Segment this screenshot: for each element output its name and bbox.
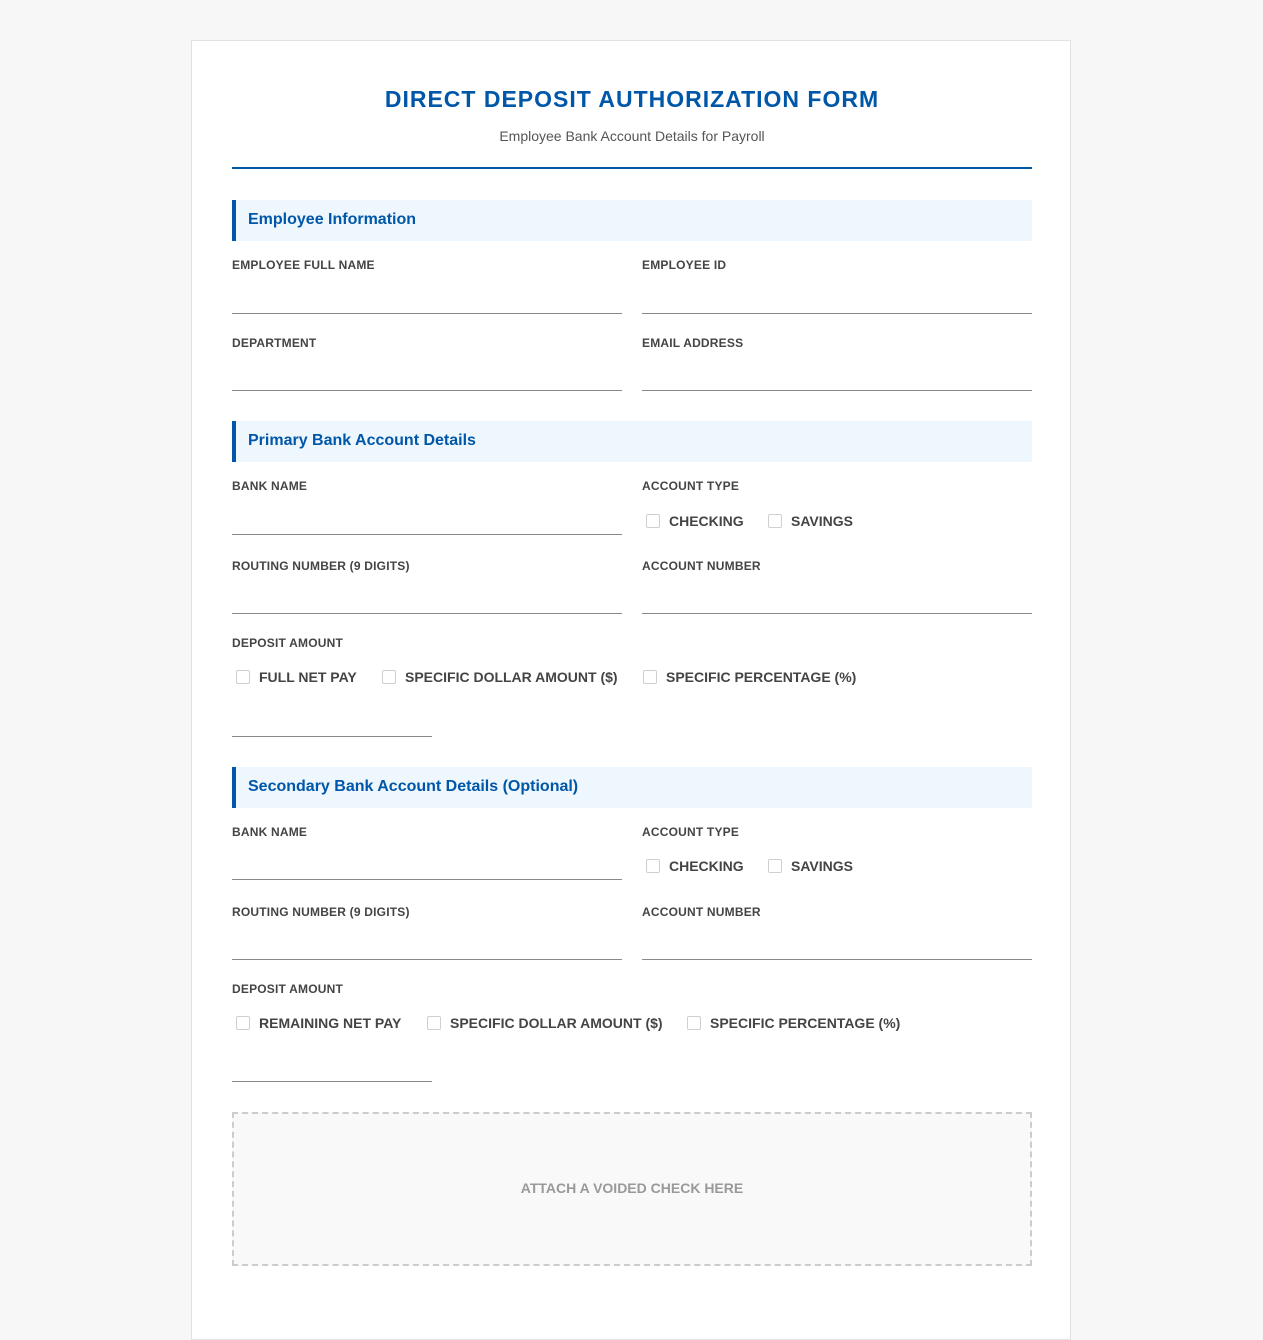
- checkbox-box[interactable]: [643, 670, 657, 684]
- checkbox-label: SPECIFIC PERCENTAGE (%): [666, 669, 857, 685]
- primary-account-number-label: ACCOUNT NUMBER: [642, 559, 761, 573]
- section-employee-information: [232, 200, 1032, 241]
- department-field[interactable]: [232, 390, 622, 391]
- form-title: DIRECT DEPOSIT AUTHORIZATION FORM: [384, 86, 880, 112]
- section-heading: Secondary Bank Account Details (Optional): [248, 778, 579, 795]
- checkbox-box[interactable]: [382, 670, 396, 684]
- checkbox-box[interactable]: [646, 514, 660, 528]
- section-secondary-bank-account: [232, 767, 1032, 808]
- secondary-bank-name-label: BANK NAME: [232, 825, 308, 839]
- checkbox-box[interactable]: [236, 670, 250, 684]
- checkbox-box[interactable]: [768, 859, 782, 873]
- email-address-label: EMAIL ADDRESS: [642, 336, 744, 350]
- primary-bank-name-field[interactable]: [232, 534, 622, 535]
- secondary-account-number-label: ACCOUNT NUMBER: [642, 905, 761, 919]
- employee-full-name-field[interactable]: [232, 313, 622, 314]
- checkbox-box[interactable]: [236, 1016, 250, 1030]
- checkbox-label: REMAINING NET PAY: [259, 1015, 402, 1031]
- attachment-label: ATTACH A VOIDED CHECK HERE: [520, 1180, 744, 1196]
- section-primary-bank-account: [232, 421, 1032, 462]
- checkbox-label: SPECIFIC PERCENTAGE (%): [710, 1015, 901, 1031]
- checkbox-label: SPECIFIC DOLLAR AMOUNT ($): [405, 669, 618, 685]
- checkbox-box[interactable]: [687, 1016, 701, 1030]
- checkbox-label: FULL NET PAY: [259, 669, 357, 685]
- secondary-routing-number-field[interactable]: [232, 959, 622, 960]
- checkbox-box[interactable]: [427, 1016, 441, 1030]
- employee-id-label: EMPLOYEE ID: [642, 258, 727, 272]
- primary-account-type-label: ACCOUNT TYPE: [642, 479, 740, 493]
- primary-deposit-amount-field[interactable]: [232, 736, 432, 737]
- secondary-account-number-field[interactable]: [642, 959, 1032, 960]
- secondary-routing-number-label: ROUTING NUMBER (9 DIGITS): [232, 905, 410, 919]
- checkbox-label: SPECIFIC DOLLAR AMOUNT ($): [450, 1015, 663, 1031]
- primary-bank-name-label: BANK NAME: [232, 479, 308, 493]
- voided-check-attachment-area: [232, 1112, 1032, 1266]
- secondary-deposit-amount-field[interactable]: [232, 1081, 432, 1082]
- secondary-deposit-amount-label: DEPOSIT AMOUNT: [232, 982, 344, 996]
- department-label: DEPARTMENT: [232, 336, 317, 350]
- section-heading: Employee Information: [248, 211, 417, 228]
- form-page: [191, 40, 1071, 1340]
- form-subtitle: Employee Bank Account Details for Payroll: [499, 128, 765, 144]
- checkbox-label: SAVINGS: [791, 858, 853, 874]
- checkbox-label: SAVINGS: [791, 513, 853, 529]
- secondary-bank-name-field[interactable]: [232, 879, 622, 880]
- checkbox-label: CHECKING: [669, 858, 744, 874]
- primary-routing-number-field[interactable]: [232, 613, 622, 614]
- section-heading: Primary Bank Account Details: [248, 432, 476, 449]
- secondary-account-type-label: ACCOUNT TYPE: [642, 825, 740, 839]
- primary-account-number-field[interactable]: [642, 613, 1032, 614]
- employee-id-field[interactable]: [642, 313, 1032, 314]
- checkbox-box[interactable]: [646, 859, 660, 873]
- email-address-field[interactable]: [642, 390, 1032, 391]
- primary-deposit-amount-label: DEPOSIT AMOUNT: [232, 636, 344, 650]
- checkbox-label: CHECKING: [669, 513, 744, 529]
- primary-routing-number-label: ROUTING NUMBER (9 DIGITS): [232, 559, 410, 573]
- employee-full-name-label: EMPLOYEE FULL NAME: [232, 258, 375, 272]
- checkbox-box[interactable]: [768, 514, 782, 528]
- header-divider: [232, 167, 1032, 169]
